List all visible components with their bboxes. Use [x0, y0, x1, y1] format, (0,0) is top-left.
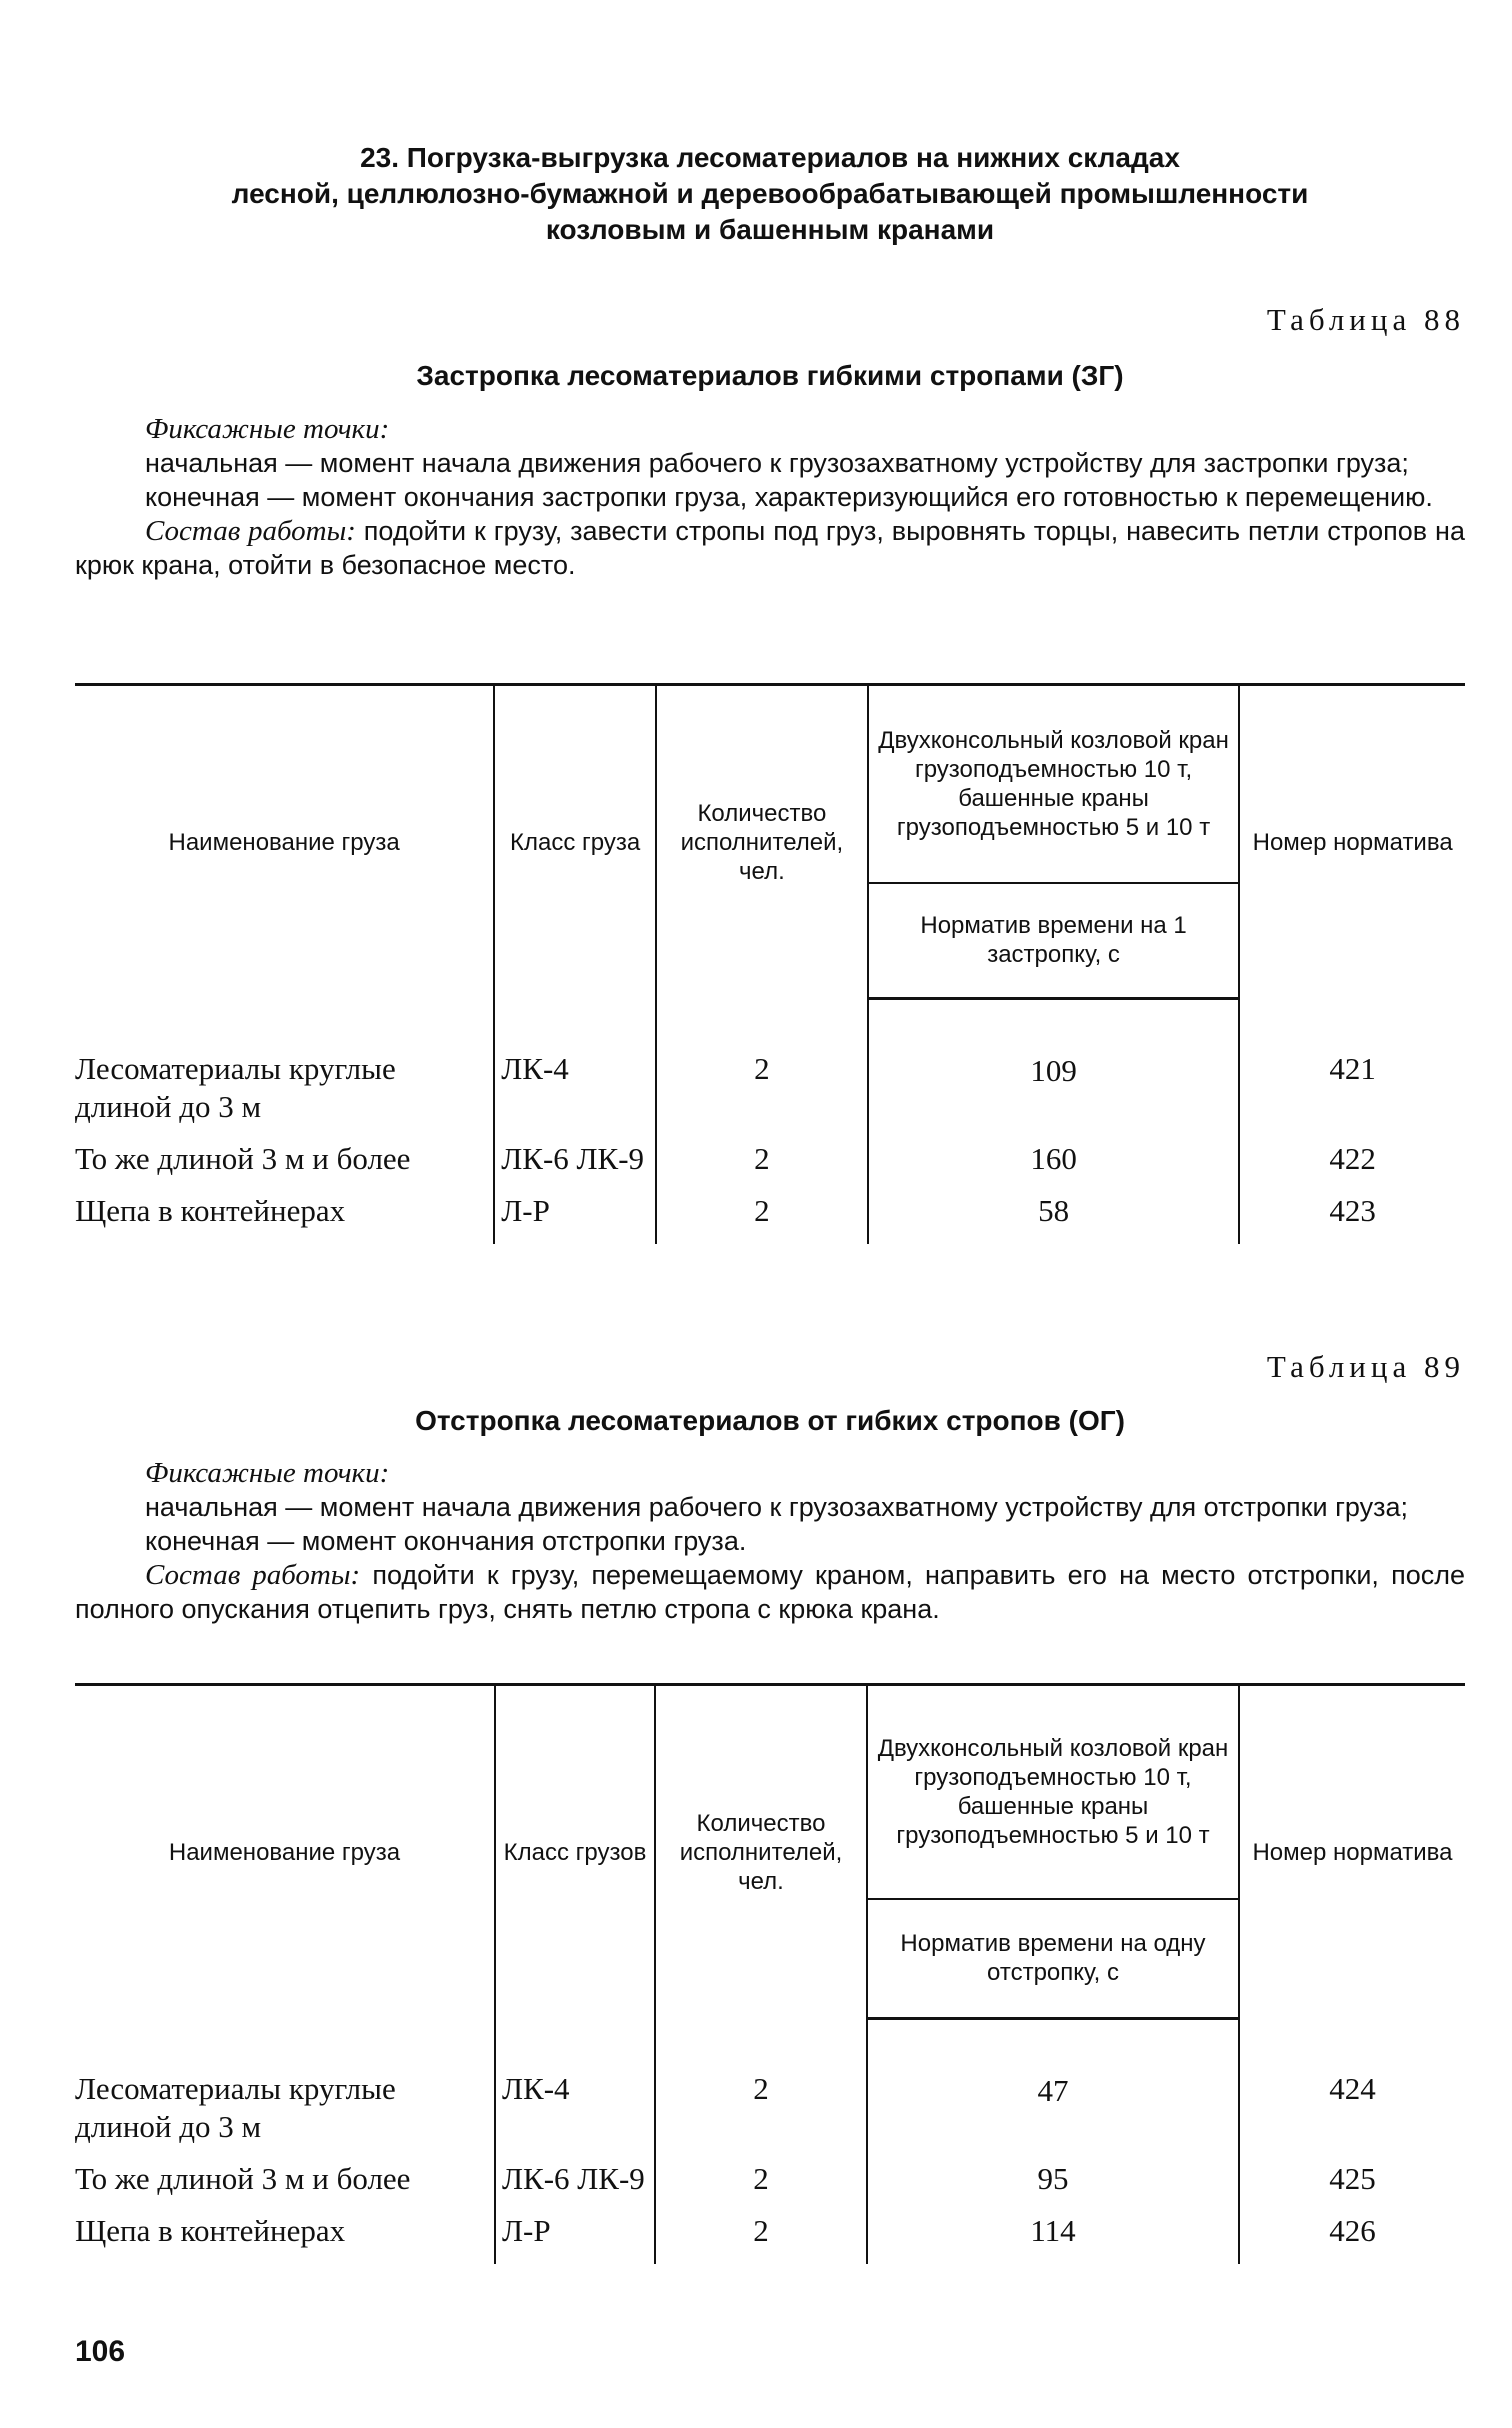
cell-time: 160 [868, 1140, 1240, 1192]
table-88-title: Застропка лесоматериалов гибкими стропами (ЗГ) [416, 360, 1124, 391]
cell-name: Лесоматериалы круглые длиной до 3 м [75, 1051, 396, 1124]
start-point-text: начальная — момент начала движения рабочего к грузозахватному устройству для застропки груза; [145, 448, 1409, 478]
table-88-description [75, 412, 1465, 582]
cell-name: Щепа в контейнерах [75, 1193, 346, 1228]
cell-class: ЛК-6 ЛК-9 [494, 1140, 656, 1192]
cell-workers: 2 [655, 2160, 867, 2212]
section-title-line-2: лесной, целлюлозно-бумажной и деревообрабатывающей промышленности [231, 178, 1309, 209]
end-point-text: конечная — момент окончания отстропки груза. [145, 1526, 747, 1556]
table-88 [75, 683, 1465, 1244]
cell-class: ЛК-6 ЛК-9 [495, 2160, 655, 2212]
cell-workers: 2 [655, 2212, 867, 2264]
header-class: Класс груза [494, 685, 656, 999]
cell-name: Лесоматериалы круглые длиной до 3 м [75, 2071, 396, 2144]
cell-workers: 2 [655, 2018, 867, 2160]
table-row [75, 998, 1465, 1140]
cell-workers: 2 [656, 1192, 868, 1244]
section-title-line-1: 23. Погрузка-выгрузка лесоматериалов на нижних складах [360, 142, 1180, 173]
table-89-description [75, 1456, 1465, 1626]
work-text: подойти к грузу, завести стропы под груз, выровнять торцы, навесить петли стропов на крюк крана, отойти в безопасное место. [75, 516, 1465, 580]
work-heading: Состав работы: [145, 1559, 361, 1591]
header-name: Наименование груза [75, 685, 494, 999]
table-89 [75, 1683, 1465, 2264]
header-number: Номер норматива [1239, 1685, 1465, 2019]
table-row [75, 2160, 1465, 2212]
work-text: подойти к грузу, перемещаемому краном, направить его на место отстропки, после полного опускания отцепить груз, снять петлю стропа с крюка крана. [75, 1560, 1465, 1624]
header-crane: Двухконсольный козловой кран грузоподъемностью 10 т, башенные краны грузоподъемностью 5 и 10 т [868, 685, 1240, 884]
header-workers: Количество исполнителей, чел. [656, 685, 868, 999]
header-class: Класс грузов [495, 1685, 655, 2019]
work-heading: Состав работы: [145, 515, 356, 547]
cell-time: 114 [867, 2212, 1239, 2264]
cell-name: То же длиной 3 м и более [75, 2161, 411, 2196]
header-workers: Количество исполнителей, чел. [655, 1685, 867, 2019]
fix-points-heading: Фиксажные точки: [145, 413, 390, 445]
header-time: Норматив времени на 1 застропку, с [868, 883, 1240, 998]
start-point-text: начальная — момент начала движения рабочего к грузозахватному устройству для отстропки груза; [145, 1492, 1409, 1522]
header-name: Наименование груза [75, 1685, 495, 2019]
end-point-text: конечная — момент окончания застропки груза, характеризующийся его готовностью к перемещению. [145, 482, 1433, 512]
section-title-line-3: козловым и башенным кранами [545, 214, 995, 245]
table-88-label: Таблица 88 [1266, 302, 1465, 337]
header-number: Номер норматива [1239, 685, 1465, 999]
table-row [75, 1140, 1465, 1192]
page-number: 106 [75, 2335, 126, 2368]
cell-workers: 2 [656, 998, 868, 1140]
table-row [75, 2018, 1465, 2160]
cell-number: 425 [1239, 2160, 1465, 2212]
cell-number: 426 [1239, 2212, 1465, 2264]
cell-name: Щепа в контейнерах [75, 2213, 346, 2248]
table-89-label: Таблица 89 [1266, 1349, 1465, 1384]
table-89-title: Отстропка лесоматериалов от гибких стропов (ОГ) [415, 1405, 1125, 1436]
header-time: Норматив времени на одну отстропку, с [867, 1899, 1239, 2018]
cell-number: 423 [1239, 1192, 1465, 1244]
cell-time: 95 [867, 2160, 1239, 2212]
cell-time: 47 [867, 2018, 1239, 2160]
header-crane: Двухконсольный козловой кран грузоподъемностью 10 т, башенные краны грузоподъемностью 5 и 10 т [867, 1685, 1239, 1900]
table-row [75, 2212, 1465, 2264]
cell-number: 421 [1239, 998, 1465, 1140]
cell-class: ЛК-4 [495, 2018, 655, 2160]
section-title [75, 140, 1465, 248]
cell-class: ЛК-4 [494, 998, 656, 1140]
cell-number: 422 [1239, 1140, 1465, 1192]
cell-class: Л-Р [494, 1192, 656, 1244]
fix-points-heading: Фиксажные точки: [145, 1457, 390, 1489]
cell-workers: 2 [656, 1140, 868, 1192]
cell-name: То же длиной 3 м и более [75, 1141, 411, 1176]
cell-class: Л-Р [495, 2212, 655, 2264]
cell-time: 109 [868, 998, 1240, 1140]
cell-time: 58 [868, 1192, 1240, 1244]
table-row [75, 1192, 1465, 1244]
cell-number: 424 [1239, 2018, 1465, 2160]
